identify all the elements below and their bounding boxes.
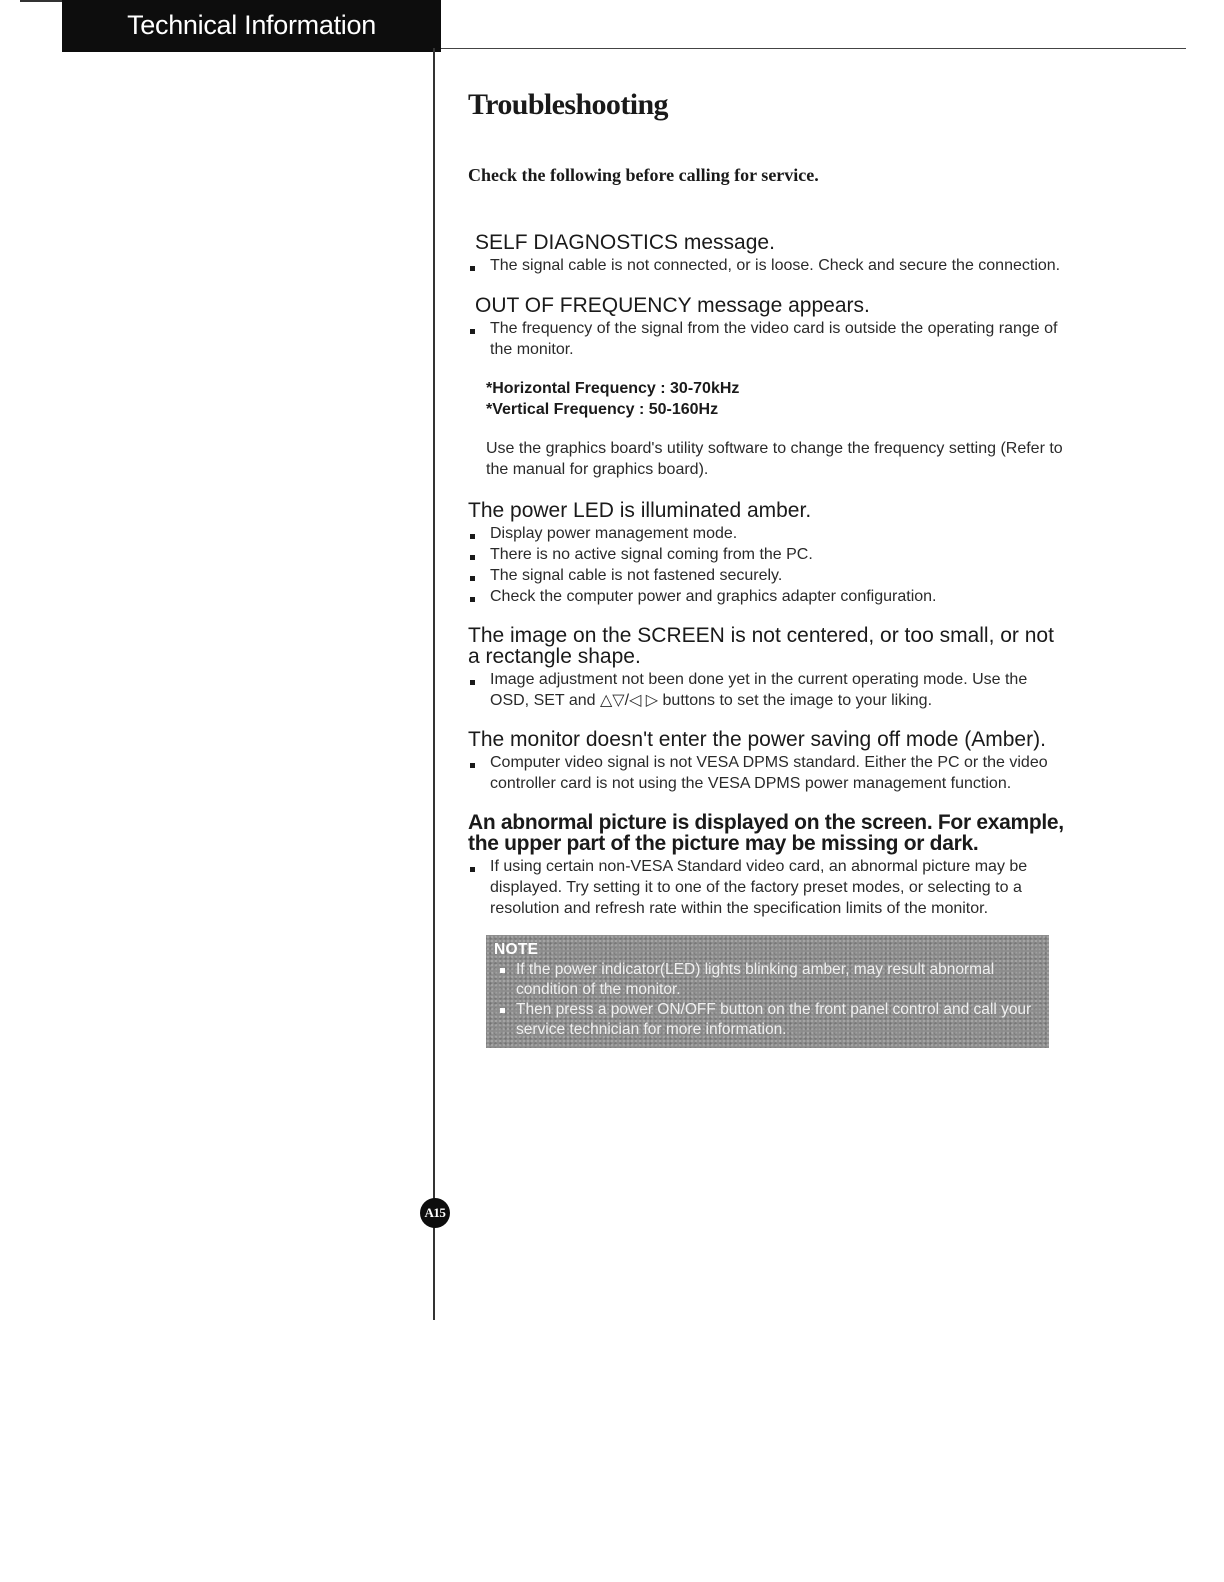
list-item: Check the computer power and graphics adapter configuration. — [468, 586, 1068, 607]
section-heading: The power LED is illuminated amber. — [468, 499, 812, 522]
horizontal-frequency: *Horizontal Frequency : 30-70kHz — [486, 380, 740, 397]
section-power-saving — [468, 729, 1068, 794]
section-abnormal-picture — [468, 812, 1068, 919]
page-title: Troubleshooting — [468, 88, 668, 121]
section-header-tab: Technical Information — [62, 0, 441, 52]
bullet-list — [468, 523, 1068, 607]
note-box — [486, 935, 1049, 1048]
list-item: The signal cable is not fastened securely. — [468, 565, 1068, 586]
bullet-list — [468, 669, 1068, 711]
section-heading: The image on the SCREEN is not centered, or too small, or not a rectangle shape. — [468, 624, 1054, 668]
section-heading: SELF DIAGNOSTICS message. — [475, 231, 775, 254]
margin-vertical-rule — [433, 48, 435, 1320]
section-out-of-frequency — [468, 295, 1068, 480]
list-item: The signal cable is not connected, or is loose. Check and secure the connection. — [468, 255, 1068, 276]
list-item: If using certain non-VESA Standard video card, an abnormal picture may be displayed. Try setting it to one of the factory preset modes, or selecting to a resolution and refresh rate within the specification limits of the monitor. — [468, 856, 1068, 919]
list-item: Computer video signal is not VESA DPMS standard. Either the PC or the video controller card is not using the VESA DPMS power management function. — [468, 752, 1068, 794]
list-item: Display power management mode. — [468, 523, 1068, 544]
list-item: There is no active signal coming from the PC. — [468, 544, 1068, 565]
note-item: Then press a power ON/OFF button on the front panel control and call your service technician for more information. — [494, 1000, 1041, 1040]
section-self-diagnostics — [468, 232, 1068, 276]
frequency-specs — [468, 378, 1068, 420]
section-heading: The monitor doesn't enter the power saving off mode (Amber). — [468, 728, 1046, 751]
list-item: Image adjustment not been done yet in the current operating mode. Use the OSD, SET and △▽/◁ ▷ buttons to set the image to your liking. — [468, 669, 1068, 711]
bullet-list — [468, 752, 1068, 794]
section-image-not-centered — [468, 625, 1068, 711]
section-power-led-amber — [468, 500, 1068, 607]
main-content — [468, 88, 1068, 1048]
bullet-list — [468, 318, 1068, 360]
header-rule — [441, 48, 1186, 49]
intro-text: Check the following before calling for service. — [468, 165, 819, 185]
note-label: NOTE — [494, 941, 539, 958]
section-heading: An abnormal picture is displayed on the screen. For example, the upper part of the picture may be missing or dark. — [468, 811, 1064, 855]
note-list — [494, 960, 1041, 1040]
bullet-list — [468, 856, 1068, 919]
page-number-badge: A15 — [420, 1198, 450, 1228]
frequency-advice: Use the graphics board's utility software to change the frequency setting (Refer to the manual for graphics board). — [486, 440, 1063, 478]
top-edge-line — [20, 0, 62, 2]
vertical-frequency: *Vertical Frequency : 50-160Hz — [486, 401, 719, 418]
section-heading: OUT OF FREQUENCY message appears. — [475, 294, 870, 317]
note-item: If the power indicator(LED) lights blinking amber, may result abnormal condition of the monitor. — [494, 960, 1041, 1000]
bullet-list — [468, 255, 1068, 276]
list-item: The frequency of the signal from the video card is outside the operating range of the monitor. — [468, 318, 1068, 360]
